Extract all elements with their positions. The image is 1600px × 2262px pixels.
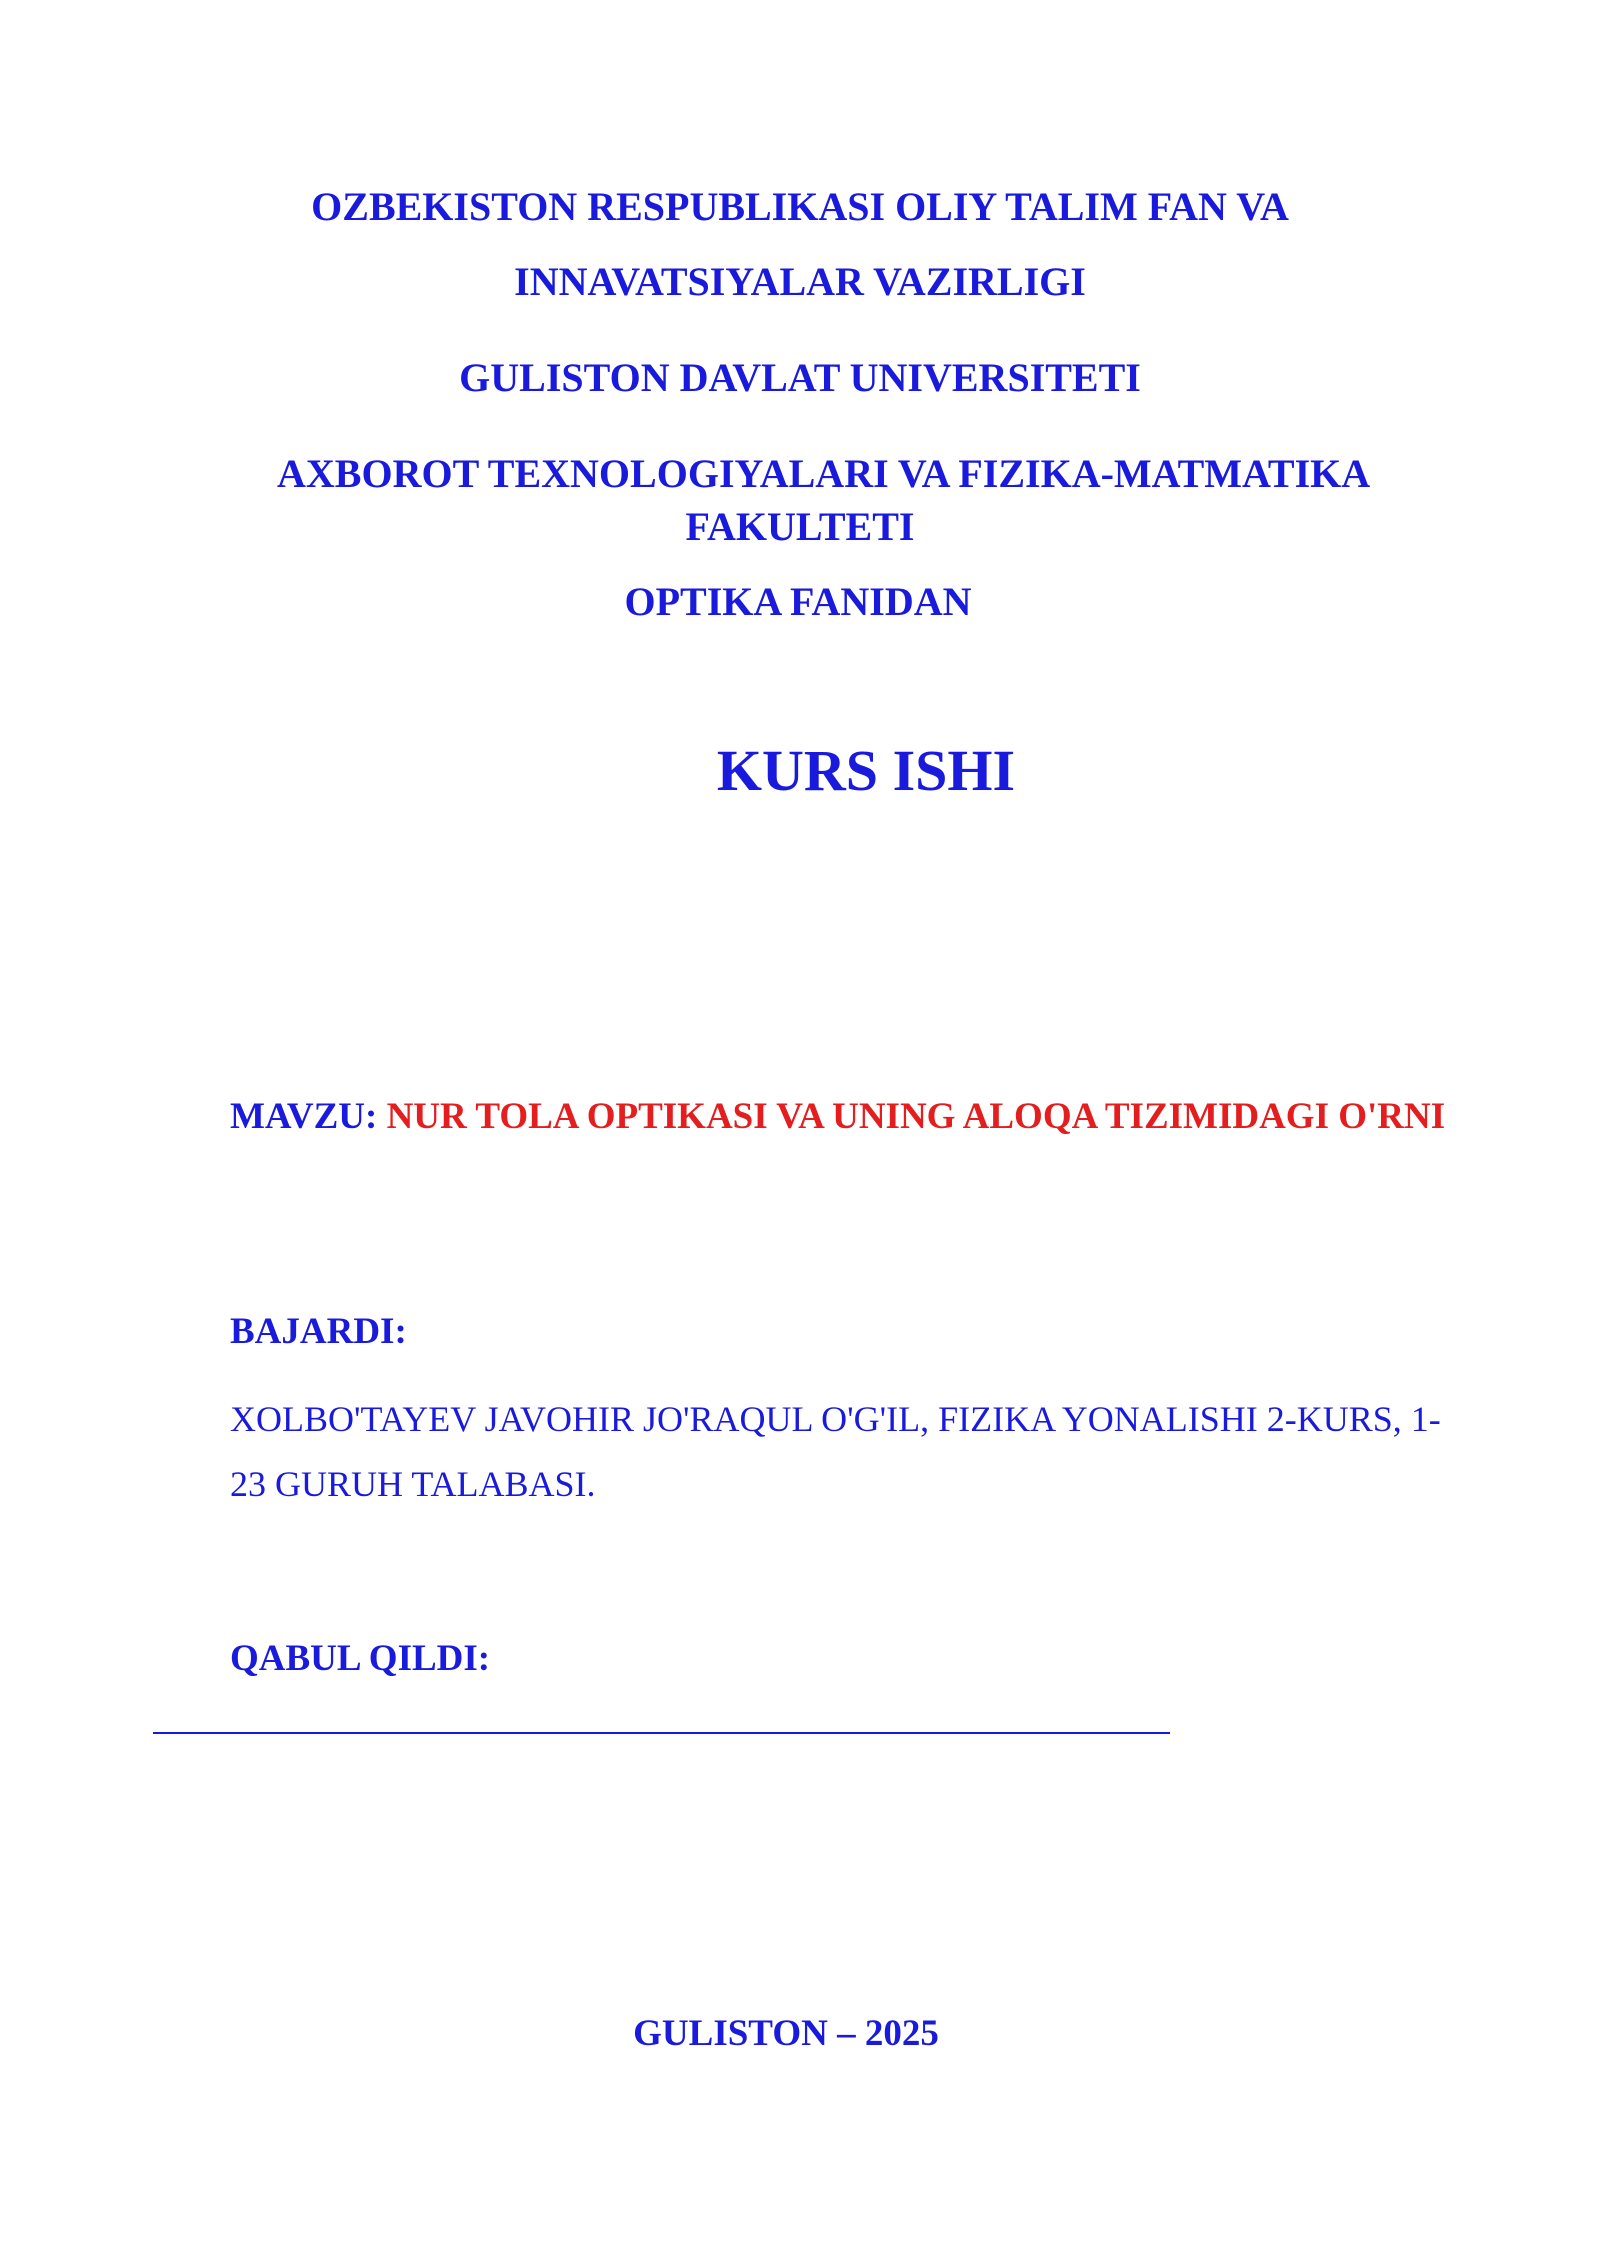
subject-line: OPTIKA FANIDAN: [624, 579, 972, 624]
ministry-line-2: INNAVATSIYALAR VAZIRLIGI: [514, 259, 1086, 304]
topic-label: MAVZU:: [230, 1096, 378, 1137]
signature-line: [153, 1732, 1170, 1734]
topic-line: [230, 1095, 1445, 1138]
topic-value: NUR TOLA OPTIKASI VA UNING ALOQA TIZIMIDAGI O'RNI: [386, 1096, 1446, 1137]
faculty-line-2: FAKULTETI: [685, 504, 915, 549]
author-line-2: 23 GURUH TALABASI.: [230, 1464, 596, 1504]
author-label: BAJARDI:: [230, 1311, 407, 1352]
footer-place-year: GULISTON – 2025: [633, 2013, 939, 2054]
ministry-line-1: OZBEKISTON RESPUBLIKASI OLIY TALIM FAN VA: [311, 184, 1289, 229]
author-line-1: XOLBO'TAYEV JAVOHIR JO'RAQUL O'G'IL, FIZIKA YONALISHI 2-KURS, 1-: [230, 1399, 1441, 1439]
faculty-line-1: AXBOROT TEXNOLOGIYALARI VA FIZIKA-MATMATIKA: [277, 451, 1371, 496]
reviewer-label: QABUL QILDI:: [230, 1638, 491, 1679]
university-name: GULISTON DAVLAT UNIVERSITETI: [459, 355, 1141, 400]
document-type-title: KURS ISHI: [716, 738, 1016, 803]
